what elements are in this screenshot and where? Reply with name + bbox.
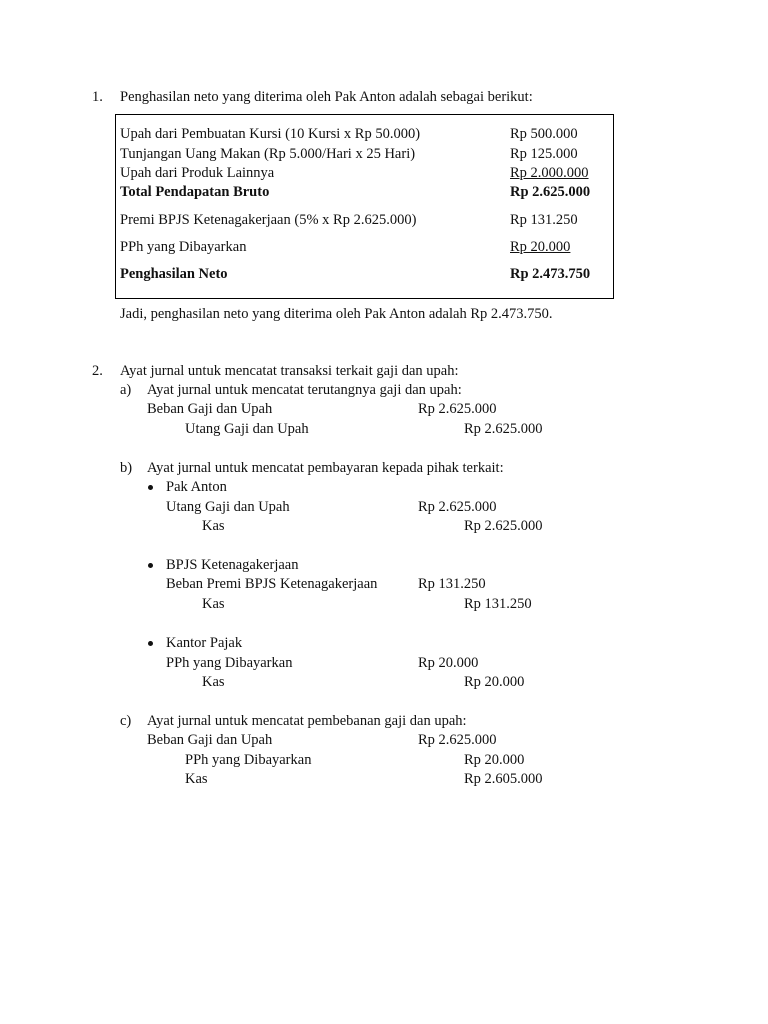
q2c-credit-account-1: PPh yang Dibayarkan xyxy=(185,752,312,768)
q2c-debit-account: Beban Gaji dan Upah xyxy=(147,732,273,748)
q2b-debit-account-3: PPh yang Dibayarkan xyxy=(166,655,293,671)
q2b-credit-account-1: Kas xyxy=(202,518,225,534)
q2a-marker: a) xyxy=(120,382,132,398)
q2b-party-pak-anton: Pak Anton xyxy=(166,479,227,495)
q2c-marker: c) xyxy=(120,713,132,729)
q2a-debit-amount: Rp 2.625.000 xyxy=(418,401,497,417)
q2-intro: Ayat jurnal untuk mencatat transaksi terkait gaji dan upah: xyxy=(120,363,459,379)
bullet-icon xyxy=(148,563,153,568)
q2c-debit-amount: Rp 2.625.000 xyxy=(418,732,497,748)
q2b-debit-amount-3: Rp 20.000 xyxy=(418,655,479,671)
q2b-debit-account-2: Beban Premi BPJS Ketenagakerjaan xyxy=(166,576,378,592)
bullet-icon xyxy=(148,485,153,490)
row-label-wage-chairs: Upah dari Pembuatan Kursi (10 Kursi x Rp 50.000) xyxy=(120,126,421,142)
row-value-gross-total: Rp 2.625.000 xyxy=(510,184,591,200)
row-value-meal-allowance: Rp 125.000 xyxy=(510,146,578,162)
q2b-party-bpjs: BPJS Ketenagakerjaan xyxy=(166,557,299,573)
q2b-title: Ayat jurnal untuk mencatat pembayaran kepada pihak terkait: xyxy=(147,460,504,476)
q2a-credit-amount: Rp 2.625.000 xyxy=(464,421,543,437)
row-value-wage-chairs: Rp 500.000 xyxy=(510,126,578,142)
q2c-credit-account-2: Kas xyxy=(185,771,208,787)
q2c-title: Ayat jurnal untuk mencatat pembebanan gaji dan upah: xyxy=(147,713,467,729)
q2b-credit-amount-2: Rp 131.250 xyxy=(464,596,532,612)
q2b-marker: b) xyxy=(120,460,133,476)
row-value-bpjs: Rp 131.250 xyxy=(510,212,578,228)
row-label-meal-allowance: Tunjangan Uang Makan (Rp 5.000/Hari x 25 Hari) xyxy=(120,146,416,162)
q2b-credit-amount-3: Rp 20.000 xyxy=(464,674,525,690)
q2c-credit-amount-1: Rp 20.000 xyxy=(464,752,525,768)
row-label-gross-total: Total Pendapatan Bruto xyxy=(120,184,270,200)
row-label-net-income: Penghasilan Neto xyxy=(120,266,228,282)
q1-conclusion: Jadi, penghasilan neto yang diterima oleh Pak Anton adalah Rp 2.473.750. xyxy=(120,306,553,322)
q2a-debit-account: Beban Gaji dan Upah xyxy=(147,401,273,417)
q2b-credit-account-2: Kas xyxy=(202,596,225,612)
q2b-credit-amount-1: Rp 2.625.000 xyxy=(464,518,543,534)
row-value-other-products: Rp 2.000.000 xyxy=(510,165,589,181)
q2b-debit-account-1: Utang Gaji dan Upah xyxy=(166,499,290,515)
q2b-debit-amount-2: Rp 131.250 xyxy=(418,576,486,592)
row-value-pph: Rp 20.000 xyxy=(510,239,571,255)
bullet-icon xyxy=(148,641,153,646)
q2a-title: Ayat jurnal untuk mencatat terutangnya gaji dan upah: xyxy=(147,382,462,398)
q2b-debit-amount-1: Rp 2.625.000 xyxy=(418,499,497,515)
q2b-party-tax-office: Kantor Pajak xyxy=(166,635,243,651)
q1-intro: Penghasilan neto yang diterima oleh Pak Anton adalah sebagai berikut: xyxy=(120,89,533,105)
row-value-net-income: Rp 2.473.750 xyxy=(510,266,591,282)
q2a-credit-account: Utang Gaji dan Upah xyxy=(185,421,309,437)
q2-number: 2. xyxy=(92,363,103,379)
row-label-other-products: Upah dari Produk Lainnya xyxy=(120,165,275,181)
row-label-bpjs: Premi BPJS Ketenagakerjaan (5% x Rp 2.625.000) xyxy=(120,212,417,228)
q2c-credit-amount-2: Rp 2.605.000 xyxy=(464,771,543,787)
q1-number: 1. xyxy=(92,89,103,105)
row-label-pph: PPh yang Dibayarkan xyxy=(120,239,247,255)
q2b-credit-account-3: Kas xyxy=(202,674,225,690)
